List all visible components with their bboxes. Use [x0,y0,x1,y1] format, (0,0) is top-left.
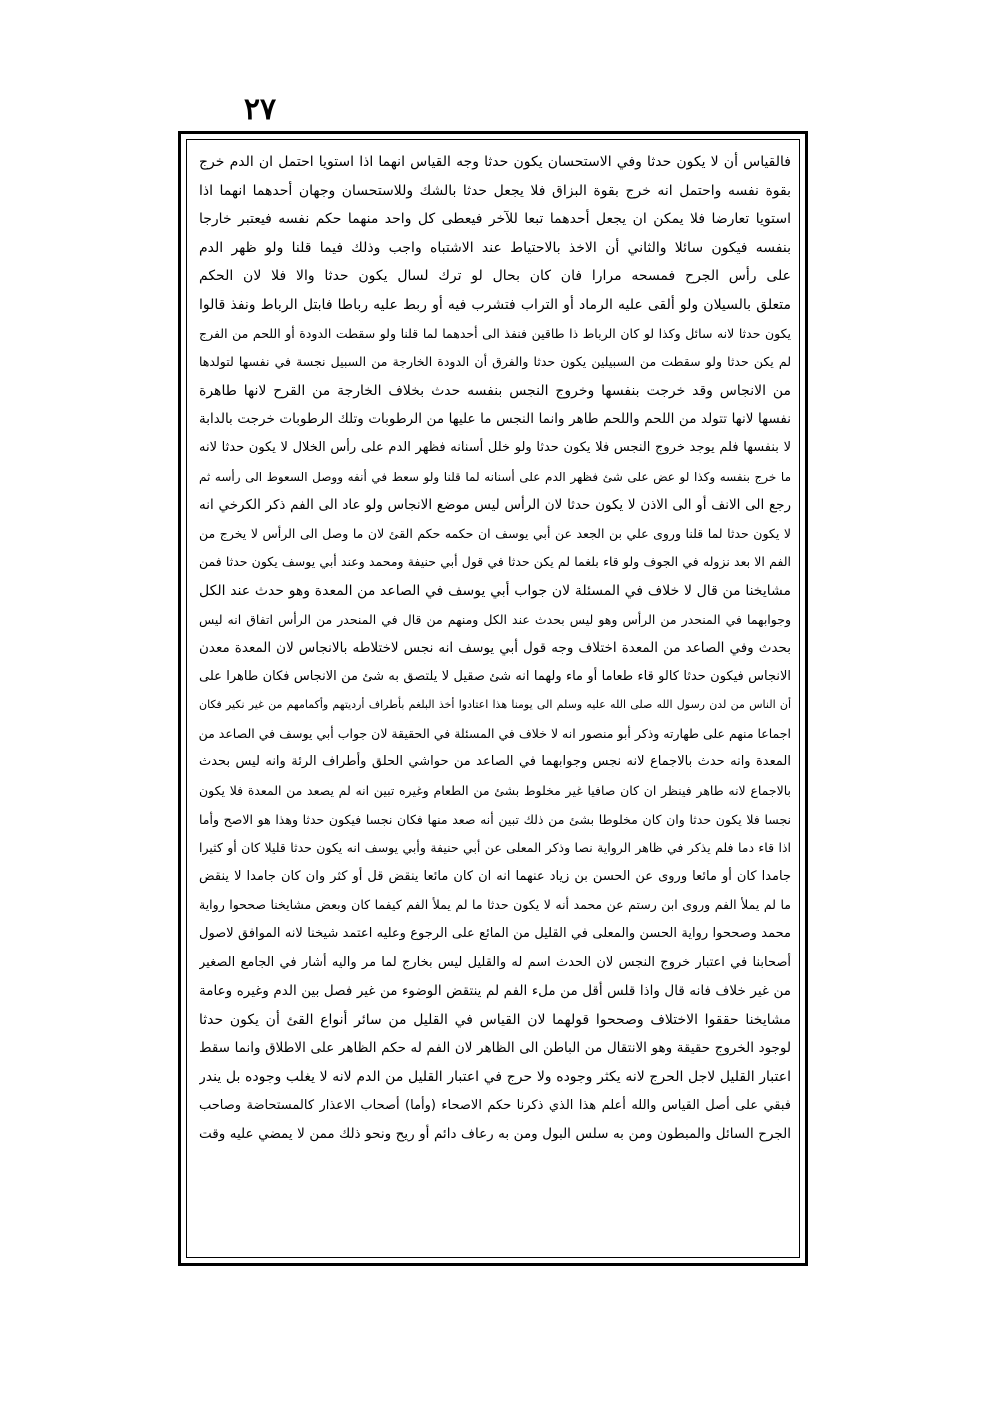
text-line: لا يكون حدثا لما قلنا وروى علي بن الجعد عن أبي يوسف ان حكمه حكم القئ لان ما وصل الى الرأس لا يخرج من [199,525,791,541]
page-number: ٢٧ [243,92,277,127]
text-line: متعلق بالسيلان ولو ألقى عليه الرماد أو التراب فتشرب فيه أو ربط عليه رباطا فابتل الرباط ونفذ قالوا [199,296,791,313]
text-line: أن الناس من لدن رسول الله صلى الله عليه وسلم الى يومنا هذا اعتادوا أخذ البلغم بأطراف أرديتهم وأكمامهم من غير نكير فكان [199,698,791,712]
text-line: اعتبار القليل لاجل الحرج لانه يكثر وجوده ولا حرج في اعتبار القليل من الدم لانه لا يغلب وجوده بل يندر [199,1069,791,1085]
text-line: جامدا كان أو مائعا وروى عن الحسن بن زياد عنهما انه ان كان مائعا ينقض قل أو كثر وان كان جامدا لا ينقض [199,868,791,884]
text-line: الانجاس فيكون حدثا كالو قاء طعاما أو ماء ولهما انه شئ صقيل لا يلتصق به شئ من الانجاس فكان طاهرا على [199,668,791,684]
text-line: لم يكن حدثا ولو سقطت من السبيلين يكون حدثا والفرق أن الدودة الخارجة من السبيل نجسة في نفسها لتولدها [199,354,791,370]
text-line: اذا قاء دما فلم يذكر في ظاهر الرواية نصا وذكر المعلى عن أبي حنيفة وأبي يوسف انه يكون حدثا قليلا كان أو كثيرا [199,840,791,856]
text-line: بقوة نفسه واحتمل انه خرج بقوة البزاق فلا يجعل حدثا بالشك وللاستحسان وجهان أحدهما انهما اذا [199,182,791,199]
text-line: مشايخنا من قال لا خلاف في المسئلة لان جواب أبي يوسف في الصاعد من المعدة وهو حدث عند الكل [199,582,791,599]
text-line: لا بنفسها فلم يوجد خروج النجس فلا يكون حدثا ولو خلل أسنانه فظهر الدم على رأس الخلال لا يكون حدثا لانه [199,439,791,455]
text-line: ما لم يملأ الفم وروى ابن رستم عن محمد أنه لا يكون حدثا ما لم يملأ الفم كيفما كان وبعض مشايخنا صححوا رواية [199,897,791,913]
text-line: لوجود الخروج حقيقة وهو الانتقال من الباطن الى الظاهر لان الفم له حكم الظاهر على الاطلاق وانما سقط [199,1040,791,1057]
text-line: من الانجاس وقد خرجت بنفسها وخروج النجس بنفسه حدث بخلاف الخارجة من القرح لانها طاهرة [199,382,791,399]
text-line: بالاجماع لانه طاهر فينظر ان كان صافيا غير مخلوط بشئ من الطعام وغيره تبين انه لم يصعد من المعدة فلا يكون [199,783,791,799]
text-line: الجرح السائل والمبطون ومن به سلس البول ومن به رعاف دائم أو ريح ونحو ذلك ممن لا يمضي عليه وقت [199,1126,791,1143]
text-line: فالقياس أن لا يكون حدثا وفي الاستحسان يكون حدثا وجه القياس انهما اذا استويا احتمل ان الدم خرج [199,154,791,170]
text-line: محمد وصححوا رواية الحسن والمعلى في القليل من المائع على الرجوع وعليه اعتمد شيخنا لانه الموافق لاصول [199,926,791,942]
text-line: فبقي على أصل القياس والله أعلم هذا الذي ذكرنا حكم الاصحاء (وأما) أصحاب الاعذار كالمستحاضة وصاحب [199,1097,791,1113]
text-frame [178,131,808,1266]
text-line: بنفسه فيكون سائلا والثاني أن الاخذ بالاحتياط عند الاشتباه واجب وذلك فيما قلنا ولو ظهر الدم [199,239,791,256]
text-line: استويا تعارضا فلا يمكن ان يجعل أحدهما تبعا للآخر فيعطى كل واحد منهما حكم نفسه فيعتبر خارجا [199,211,791,228]
text-line: وجوابهما في المنحدر من الرأس وهو ليس بحدث عند الكل ومنهم من قال في المنحدر من الرأس اتفاق انه ليس [199,611,791,627]
text-line: نفسها لانها تتولد من اللحم واللحم طاهر وانما النجس ما عليها من الرطوبات وتلك الرطوبات خرجت بالدابة [199,411,791,428]
text-line: نجسا فلا يكون حدثا وان كان مخلوطا بشئ من ذلك تبين أنه صعد منها فكان نجسا فيكون حدثا وهذا هو الاصح وأما [199,811,791,827]
text-line: الفم الا بعد نزوله في الجوف ولو قاء بلغما لم يكن حدثا في قول أبي حنيفة ومحمد وعند أبي يوسف يكون حدثا فمن [199,554,791,570]
text-line: المعدة وانه حدث بالاجماع لانه نجس وجوابهما في الصاعد من حواشي الحلق وأطراف الرئة وانه ليس بحدث [199,754,791,770]
text-line: مشايخنا حققوا الاختلاف وصححوا قولهما لان القياس في القليل من سائر أنواع القئ أن يكون حدثا [199,1011,791,1028]
text-line: ما خرج بنفسه وكذا لو عض على شئ فظهر الدم على أسنانه لما قلنا ولو سعط في أنفه ووصل السعوط الى رأسه ثم [199,469,791,484]
text-line: اجماعا منهم على طهارته وذكر أبو منصور انه لا خلاف في المسئلة في الحقيقة لان جواب أبي يوسف في الصاعد من [199,725,791,741]
text-line: بحدث وفي الصاعد من المعدة اختلاف وجه قول أبي يوسف انه نجس لاختلاطه بالانجاس لان المعدة معدن [199,640,791,657]
text-line: أصحابنا في اعتبار خروج النجس لان الحدث اسم له والقليل ليس بخارج لما مر واليه أشار في الجامع الصغير [199,954,791,970]
text-line: يكون حدثا لانه سائل وكذا لو كان الرباط ذا طاقين فنفذ الى أحدهما لما قلنا ولو سقطت الدودة أو اللحم من الفرج [199,325,791,341]
text-line: من غير خلاف فانه قال واذا قلس أقل من ملء الفم لم ينتقض الوضوء من غير فصل بين الدم وغيره وعامة [199,983,791,1000]
text-line: على رأس الجرح فمسحه مرارا فان كان بحال لو ترك لسال يكون حدثا والا فلا لان الحكم [199,268,791,285]
body-text [199,148,791,1251]
text-line: رجع الى الانف أو الى الاذن لا يكون حدثا لان الرأس ليس موضع الانجاس ولو عاد الى الفم ذكر الكرخي انه [199,497,791,514]
